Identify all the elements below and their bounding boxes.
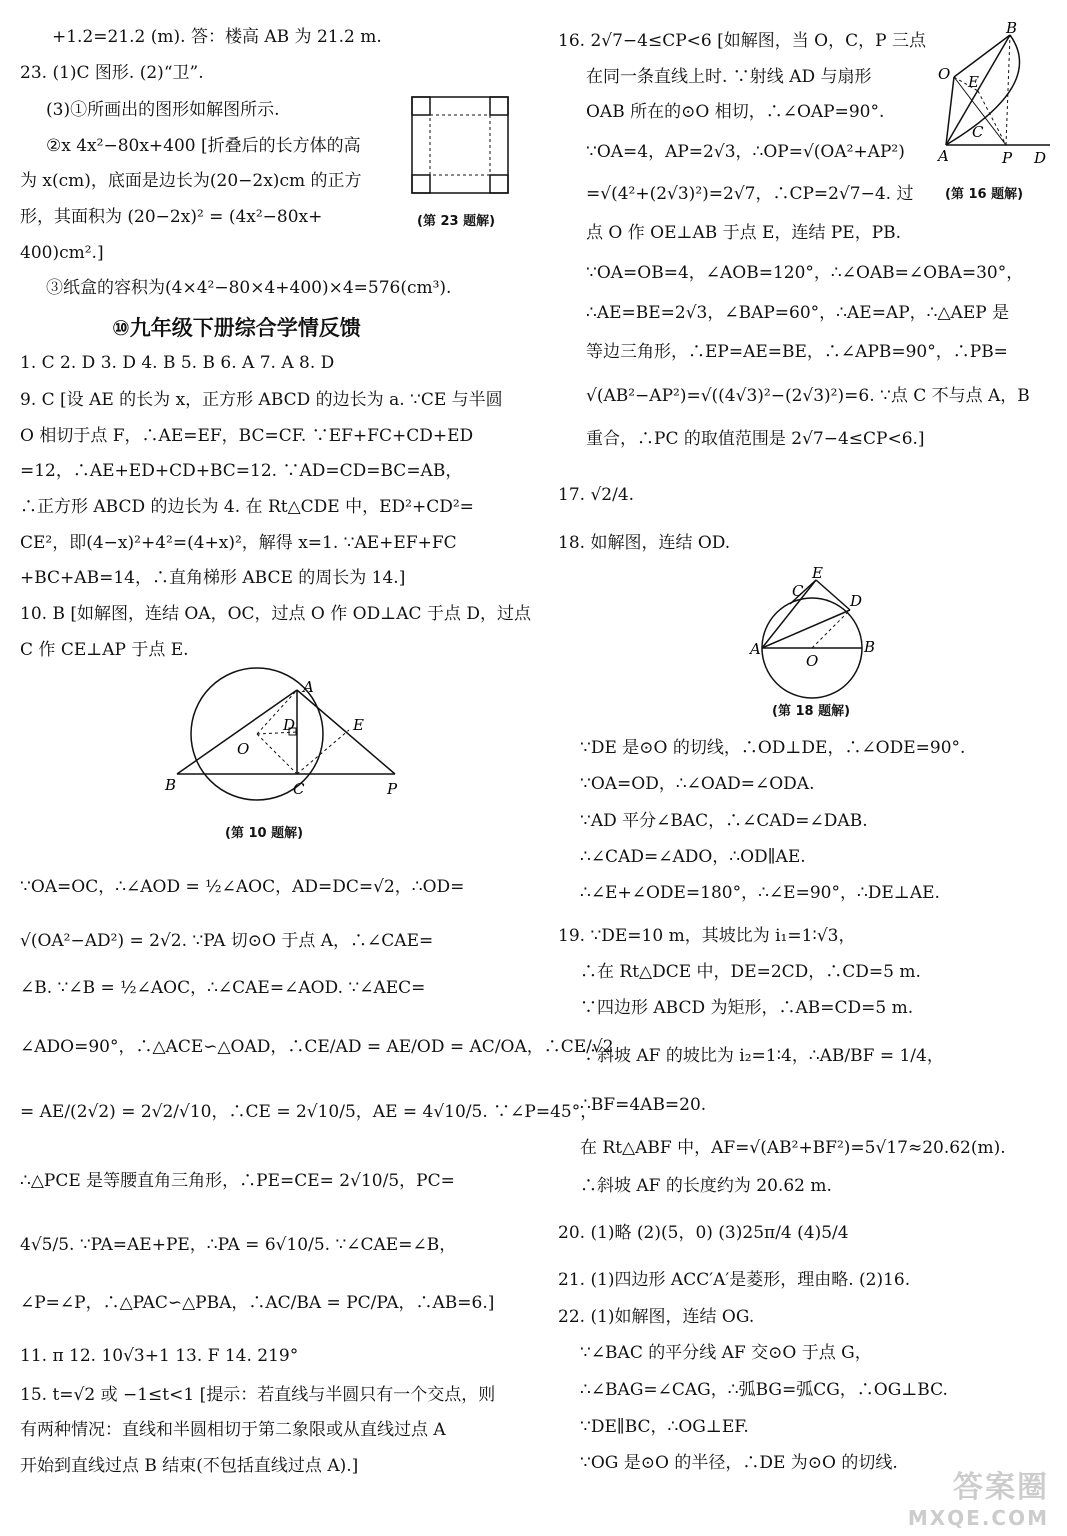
svg-text:E: E <box>968 73 979 91</box>
text-line: 400)cm².] <box>20 243 104 263</box>
text-line: 等边三角形，∴EP=AE=BE，∴∠APB=90°，∴PB= <box>586 342 1008 362</box>
answer-line: 20. (1)略 (2)(5，0) (3)25π/4 (4)5/4 <box>558 1223 849 1243</box>
text-line: +1.2=21.2 (m). 答：楼高 AB 为 21.2 m. <box>52 27 382 47</box>
text-line: = AE/(2√2) = 2√2/√10，∴CE = 2√10/5，AE = 4√10/5. ∵∠P=45°， <box>20 1102 598 1122</box>
svg-text:C: C <box>792 582 804 600</box>
text-line: ∴AE=BE=2√3，∠BAP=60°，∴AE=AP，∴△AEP 是 <box>586 303 1010 323</box>
section-title: ⑩九年级下册综合学情反馈 <box>112 316 361 340</box>
text-line: 4√5/5. ∵PA=AE+PE，∴PA = 6√10/5. ∵∠CAE=∠B， <box>20 1235 457 1255</box>
text-line: 有两种情况：直线和半圆相切于第二象限或从直线过点 A <box>20 1420 446 1440</box>
text-line: 10. B [如解图，连结 OA，OC，过点 O 作 OD⊥AC 于点 D，过点 <box>20 604 531 624</box>
text-line: ∵四边形 ABCD 为矩形，∴AB=CD=5 m. <box>580 998 914 1018</box>
svg-text:O: O <box>237 740 250 758</box>
text-line: 18. 如解图，连结 OD. <box>558 533 731 553</box>
text-line: ∵OA=OC，∴∠AOD = ½∠AOC，AD=DC=√2，∴OD= <box>20 877 465 897</box>
text-line: ②x 4x²−80x+400 [折叠后的长方体的高 <box>46 136 361 156</box>
answer-line: 1. C 2. D 3. D 4. B 5. B 6. A 7. A 8. D <box>20 353 335 373</box>
text-line: ∵OA=4，AP=2√3，∴OP=√(OA²+AP²) <box>586 142 905 162</box>
text-line: ∴正方形 ABCD 的边长为 4. 在 Rt△CDE 中，ED²+CD²= <box>20 497 474 517</box>
text-line: ∵OG 是⊙O 的半径，∴DE 为⊙O 的切线. <box>580 1453 898 1473</box>
text-line: ∵OA=OB=4，∠AOB=120°，∴∠OAB=∠OBA=30°， <box>586 263 1024 283</box>
text-line: CE²，即(4−x)²+4²=(4+x)²，解得 x=1. ∵AE+EF+FC <box>20 533 457 553</box>
text-line: +BC+AB=14，∴直角梯形 ABCE 的周长为 14.] <box>20 568 406 588</box>
text-line: 重合，∴PC 的取值范围是 2√7−4≤CP<6.] <box>586 429 925 449</box>
text-line: O 相切于点 F，∴AE=EF，BC=CF. ∵EF+FC+CD+ED <box>20 426 474 446</box>
text-line: ∠ADO=90°，∴△ACE∽△OAD，∴CE/AD = AE/OD = AC/OA，∴CE/√2 <box>20 1037 614 1057</box>
figure-18-caption: (第 18 题解) <box>772 704 851 719</box>
text-line: OAB 所在的⊙O 相切，∴∠OAP=90°. <box>586 102 885 122</box>
text-line: 9. C [设 AE 的长为 x，正方形 ABCD 的边长为 a. ∵CE 与半圆 <box>20 390 503 410</box>
figure-16-caption: (第 16 题解) <box>945 187 1024 202</box>
text-line: 16. 2√7−4≤CP<6 [如解图，当 O，C，P 三点 <box>558 31 926 51</box>
svg-text:C: C <box>293 780 305 798</box>
svg-text:E: E <box>812 564 823 582</box>
text-line: 点 O 作 OE⊥AB 于点 E，连结 PE，PB. <box>586 223 902 243</box>
text-line: 为 x(cm)，底面是边长为(20−2x)cm 的正方 <box>20 171 362 191</box>
text-line: ∠P=∠P，∴△PAC∽△PBA，∴AC/BA = PC/PA，∴AB=6.] <box>20 1293 495 1313</box>
figure-18-circle-tangent <box>750 564 886 676</box>
answer-line: 11. π 12. 10√3+1 13. F 14. 219° <box>20 1346 299 1366</box>
text-line: ∴BF=4AB=20. <box>580 1095 707 1115</box>
text-line: 开始到直线过点 B 结束(不包括直线过点 A).] <box>20 1456 359 1476</box>
svg-text:D: D <box>850 592 863 610</box>
text-line: ∵∠BAC 的平分线 AF 交⊙O 于点 G， <box>580 1343 872 1363</box>
text-line: ∴∠E+∠ODE=180°，∴∠E=90°，∴DE⊥AE. <box>580 883 940 903</box>
text-line: ∵DE∥BC，∴OG⊥EF. <box>580 1417 749 1437</box>
watermark-logo <box>908 1462 1049 1530</box>
svg-text:B: B <box>165 776 177 794</box>
svg-text:P: P <box>1002 149 1013 167</box>
text-line: 19. ∵DE=10 m，其坡比为 i₁=1∶√3， <box>558 926 856 946</box>
text-line: ∴在 Rt△DCE 中，DE=2CD，∴CD=5 m. <box>580 962 921 982</box>
text-line: ∵OA=OD，∴∠OAD=∠ODA. <box>580 774 815 794</box>
watermark-line2: MXQE.COM <box>907 1506 1049 1530</box>
figure-10-caption: (第 10 题解) <box>225 826 304 841</box>
text-line: (3)①所画出的图形如解图所示. <box>46 100 280 120</box>
svg-text:C: C <box>972 123 984 141</box>
text-line: ∴斜坡 AF 的长度约为 20.62 m. <box>580 1176 832 1196</box>
figure-23-box-net <box>410 95 520 195</box>
figure-10-circle-tangent <box>165 672 405 807</box>
watermark-line1: 答案圈 <box>953 1470 1049 1505</box>
svg-text:D: D <box>283 716 296 734</box>
text-line: ∵斜坡 AF 的坡比为 i₂=1∶4，∴AB/BF = 1/4， <box>580 1046 944 1066</box>
answer-line: 21. (1)四边形 ACC′A′是菱形，理由略. (2)16. <box>558 1270 911 1290</box>
svg-text:B: B <box>1006 19 1018 37</box>
text-line: ∴∠CAD=∠ADO，∴OD∥AE. <box>580 847 806 867</box>
svg-text:A: A <box>303 678 314 696</box>
answer-line: 17. √2/4. <box>558 485 635 505</box>
text-line: √(AB²−AP²)=√((4√3)²−(2√3)²)=6. ∵点 C 不与点 A，B <box>586 386 1030 406</box>
svg-text:E: E <box>353 716 364 734</box>
text-line: =√(4²+(2√3)²)=2√7，∴CP=2√7−4. 过 <box>586 184 914 204</box>
svg-text:D: D <box>1034 149 1047 167</box>
svg-text:P: P <box>387 780 398 798</box>
figure-16-sector <box>938 19 1053 167</box>
text-line: =12，∴AE+ED+CD+BC=12. ∵AD=CD=BC=AB， <box>20 461 463 481</box>
text-line: 在同一条直线上时. ∵射线 AD 与扇形 <box>586 67 872 87</box>
text-line: 在 Rt△ABF 中，AF=√(AB²+BF²)=5√17≈20.62(m). <box>580 1138 1006 1158</box>
text-line: 形，其面积为 (20−2x)² = (4x²−80x+ <box>20 207 323 227</box>
text-line: √(OA²−AD²) = 2√2. ∵PA 切⊙O 于点 A，∴∠CAE= <box>20 931 434 951</box>
text-line: ∵AD 平分∠BAC，∴∠CAD=∠DAB. <box>580 811 868 831</box>
svg-text:O: O <box>806 652 819 670</box>
text-line: C 作 CE⊥AP 于点 E. <box>20 640 189 660</box>
svg-text:A: A <box>750 640 761 658</box>
text-line: ∵DE 是⊙O 的切线，∴OD⊥DE，∴∠ODE=90°. <box>580 738 966 758</box>
text-line: ∴△PCE 是等腰直角三角形，∴PE=CE= 2√10/5，PC= <box>20 1171 455 1191</box>
text-line: ∴∠BAG=∠CAG，∴弧BG=弧CG，∴OG⊥BC. <box>580 1380 948 1400</box>
text-line: 23. (1)C 图形. (2)“卫”. <box>20 63 204 83</box>
text-line: 15. t=√2 或 −1≤t<1 [提示：若直线与半圆只有一个交点，则 <box>20 1385 496 1405</box>
text-line: ③纸盒的容积为(4×4²−80×4+400)×4=576(cm³). <box>46 278 452 298</box>
svg-text:A: A <box>938 147 949 165</box>
figure-23-caption: (第 23 题解) <box>417 214 496 229</box>
svg-text:O: O <box>938 65 951 83</box>
text-line: 22. (1)如解图，连结 OG. <box>558 1307 755 1327</box>
text-line: ∠B. ∵∠B = ½∠AOC，∴∠CAE=∠AOD. ∵∠AEC= <box>20 978 426 998</box>
svg-text:B: B <box>864 638 876 656</box>
